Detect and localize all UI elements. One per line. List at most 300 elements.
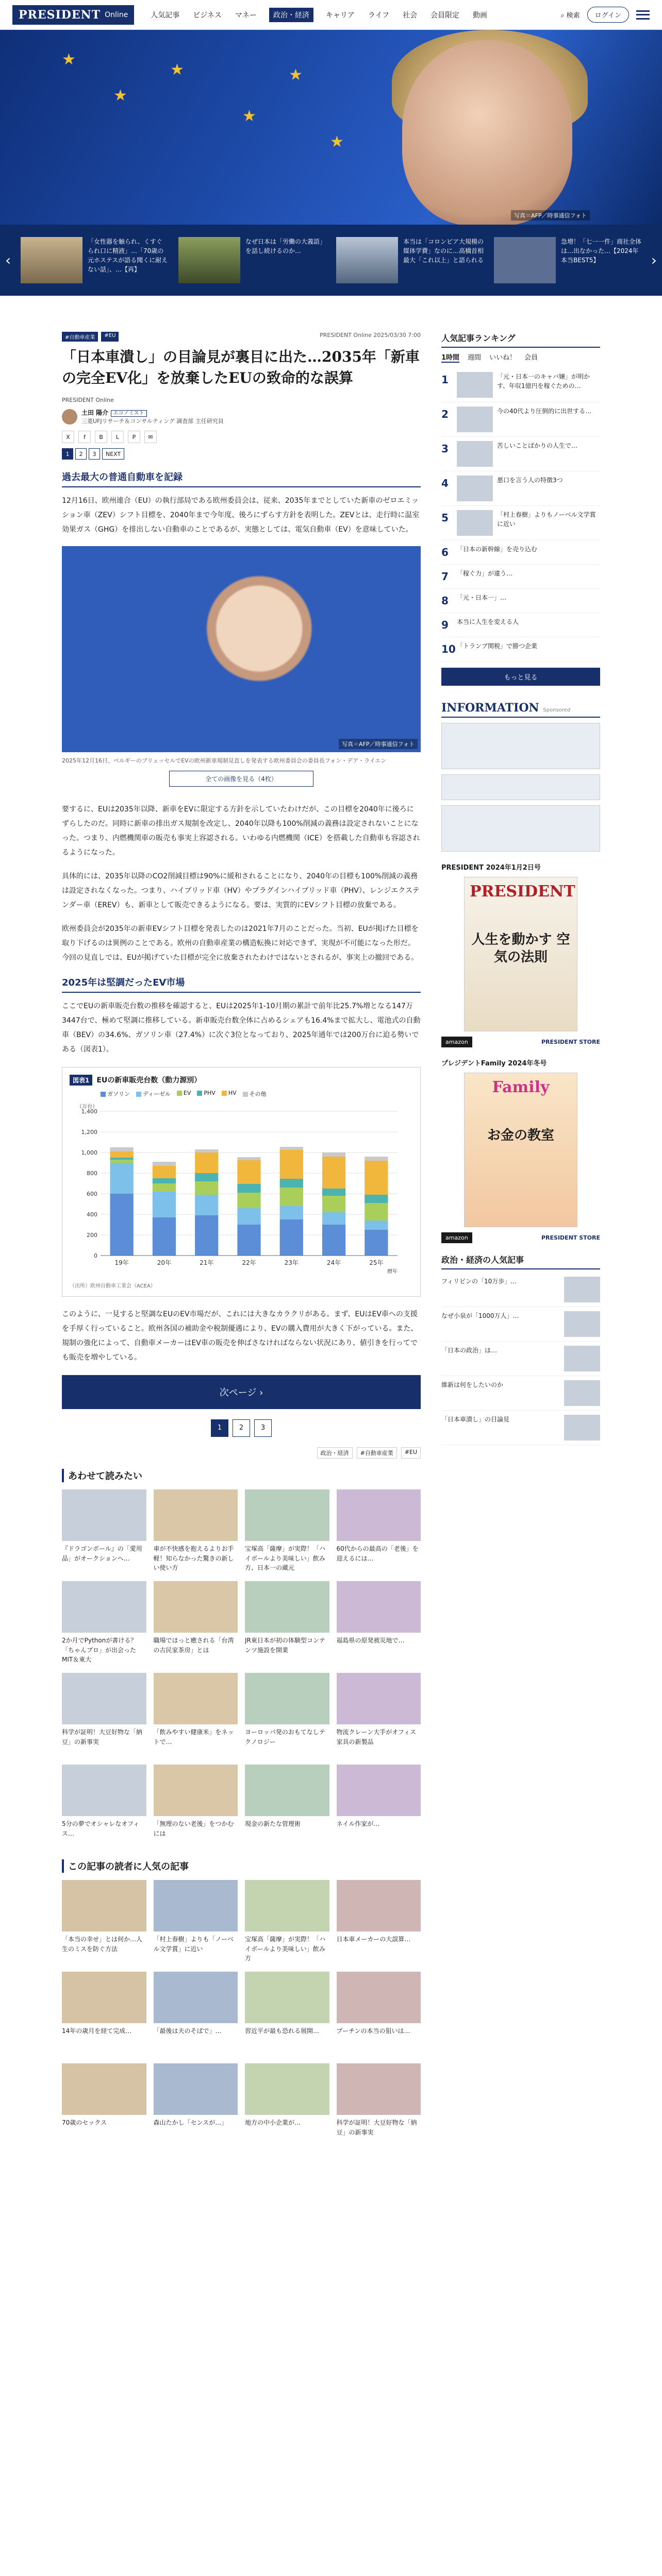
paragraph: 12月16日、欧州連合（EU）の執行部局である欧州委員会は、従来、2035年までとしていた新車のゼロエミッション車（ZEV）シフト目標を、2040年まで今年度、後ろにずらす方針を表明した。ZEVとは、走行時に温室効果ガス（GHG）を排出しない自動車のことであるが、実態としては、電気自動車（EV）を意味していた。 [62, 497, 420, 534]
bar-segment [280, 1219, 303, 1256]
slide-text: なぜ日本は「労働の大義語」を話し続けるのか… [245, 238, 326, 255]
legend-item [197, 1090, 215, 1098]
recommend-card[interactable] [154, 1581, 238, 1666]
legend-item [222, 1090, 237, 1098]
login-button[interactable]: ログイン [587, 7, 629, 23]
politics-thumb [564, 1380, 600, 1406]
card-thumb [337, 1581, 421, 1633]
ranking-item[interactable] [441, 637, 600, 662]
article-date: PRESIDENT Online 2025/03/30 7:00 [320, 332, 421, 338]
legend-label: PHV [204, 1089, 216, 1096]
paragraph: 要するに、EUは2035年以降、新車をEVに限定する方針を示していたわけだが、この目標を2040年に後ろにずらしたのだ。同時に新車の排出ガス規制を改定し、2040年以降も100%削減の義務は設定されないことになった。つまり、内燃機関車の販売も事実上容認される。いわゆる内燃機関（ICE）を搭載した自動車も容認されるようになった。 [62, 805, 420, 857]
legend-item [177, 1090, 191, 1098]
card-thumb [154, 1489, 238, 1541]
carousel-slide[interactable] [494, 237, 641, 283]
legend-swatch [101, 1092, 106, 1097]
bar-segment [322, 1153, 345, 1157]
pagination-top [62, 448, 421, 460]
star-icon: ★ [330, 133, 344, 151]
ranking-tabs [441, 352, 600, 363]
tag-link[interactable]: #自動車産業 [357, 1447, 397, 1459]
publisher: PRESIDENT Online [62, 397, 114, 404]
rank-number: 2 [441, 408, 449, 420]
bar-segment [110, 1160, 134, 1163]
y-tick-label: 200 [87, 1231, 97, 1239]
card-title: 「村上春樹」よりも「ノーベル文学賞」に近い [153, 1935, 234, 1953]
logo-sub: Online [105, 10, 128, 19]
card-title: 2か月でPythonが書ける？「ちゃんプロ」が出会ったMIT＆東大 [62, 1636, 137, 1664]
tag-badge[interactable]: #自動車産業 [62, 332, 98, 342]
rank-thumb [457, 510, 493, 536]
recommend-heading: あわせて読みたい [62, 1469, 421, 1482]
legend-swatch [243, 1092, 248, 1097]
tab-weekly[interactable]: 週間 [468, 354, 482, 362]
article-title: 「日本車潰し」の目論見が裏目に出た…2035年「新車の完全EV化」を放棄したEUの致命的な誤算 [62, 348, 420, 386]
slide-text: 本当は「コロンビア大規模の媒体学費」なのに…高橋首相最大「これ以上」と語られる [403, 238, 484, 264]
page-link[interactable]: 1 [211, 1419, 228, 1437]
bar-segment [195, 1195, 218, 1215]
site-header [0, 0, 662, 30]
x-tick-label: 25年 [369, 1259, 384, 1266]
card-thumb [62, 1489, 146, 1541]
rank-number: 9 [441, 619, 449, 631]
carousel-slide[interactable] [178, 237, 326, 283]
politics-item[interactable] [441, 1307, 600, 1342]
search-button[interactable]: ⌕ 検索 [560, 12, 580, 20]
bar-segment [237, 1208, 260, 1225]
rank-thumb [457, 476, 493, 501]
rank-title: 「元・日本一」… [457, 594, 507, 601]
popular-card[interactable] [62, 2063, 146, 2148]
card-title: 「飲みやすい健康米」をネットで… [153, 1728, 234, 1745]
slide-thumb [178, 237, 240, 283]
x-tick-label: 20年 [157, 1259, 172, 1266]
bar-segment [153, 1192, 176, 1217]
popular-grid [62, 1880, 421, 2148]
legend-label: ガソリン [107, 1090, 130, 1097]
ranking-item[interactable] [441, 589, 600, 613]
bar-segment [365, 1230, 388, 1256]
bar-segment [195, 1149, 218, 1153]
footer-tags [62, 1447, 421, 1459]
slide-thumb [494, 237, 556, 283]
card-thumb [62, 1765, 146, 1816]
nav-item[interactable]: マネー [235, 11, 257, 20]
magazine-date: PRESIDENT 2024年1月2日号 [441, 864, 541, 872]
card-title: 「本当の幸せ」とは何か…人生のミスを防ぐ方法 [62, 1935, 143, 1953]
politics-title: フィリピンの「10万歩」… [441, 1278, 517, 1285]
bar-segment [280, 1179, 303, 1188]
rank-title: 本当に人生を変える人 [457, 618, 519, 625]
line-share-icon[interactable]: L [111, 431, 124, 443]
nav-item-active[interactable]: 政治・経済 [269, 8, 313, 22]
nav-item[interactable]: キャリア [325, 11, 355, 20]
nav-item[interactable]: 人気記事 [151, 11, 180, 20]
card-thumb [245, 1880, 329, 1931]
card-title: JR東日本が初の体験型コンテンツ施設を開業 [245, 1636, 325, 1654]
info-title: INFORMATION [441, 701, 539, 715]
politics-ranking-list [441, 1273, 600, 1445]
bar-segment [280, 1188, 303, 1206]
magazine-catch: お金の教室 [487, 1128, 554, 1143]
card-thumb [154, 1972, 238, 2023]
popular-heading: この記事の読者に人気の記事 [62, 1859, 421, 1873]
card-thumb [154, 1581, 238, 1633]
bar-segment [280, 1206, 303, 1219]
legend-label: その他 [249, 1090, 267, 1097]
card-thumb [245, 2063, 329, 2115]
recommend-grid [62, 1489, 421, 1849]
ranking-item[interactable] [441, 565, 600, 589]
star-icon: ★ [113, 87, 127, 105]
tab-members[interactable]: 会員 [524, 354, 538, 362]
next-page-button[interactable]: 次ページ › [62, 1375, 421, 1409]
y-tick-label: 600 [87, 1190, 97, 1197]
bar-segment [322, 1189, 345, 1196]
card-title: 職場でほっと癒される「台湾の古民家茶房」とは [153, 1636, 234, 1654]
next-page-label: 次ページ [219, 1387, 257, 1398]
recommend-card[interactable] [245, 1489, 329, 1574]
ranking-item[interactable] [441, 368, 600, 402]
y-tick-label: 1,000 [81, 1149, 97, 1156]
nav-item[interactable]: 会員限定 [431, 11, 460, 20]
chevron-right-icon[interactable]: › [651, 251, 657, 269]
popular-card[interactable] [245, 1972, 329, 2056]
popular-card[interactable] [245, 1880, 329, 1964]
politics-thumb [564, 1346, 600, 1371]
card-title: 車が不快感を抱えるよりお手軽！知らなかった驚きの新しい使い方 [153, 1545, 234, 1572]
site-logo[interactable] [12, 5, 134, 25]
pagination [62, 1419, 421, 1437]
ad-banner[interactable] [441, 805, 600, 852]
politics-title: 維新は何をしたいのか [441, 1381, 504, 1388]
ranking-list [441, 368, 600, 662]
x-note: 暦年 [387, 1268, 398, 1275]
page-link[interactable]: 2 [233, 1419, 250, 1437]
bar-segment [237, 1160, 260, 1184]
paragraph: 具体的には、2035年以降のCO2削減目標は90%に緩和されることになり、2040年の目標も100%削減の義務は設定されなくなった。つまり、ハイブリッド車（HV）やプラグインハイブリッド車（PHV）、レンジエクステンダー車（EREV）も、新車として販売できるようになる。要は、実質的にEVシフト目標の放棄である。 [62, 872, 420, 909]
x-tick-label: 19年 [114, 1259, 129, 1266]
politics-item[interactable] [441, 1273, 600, 1307]
magazine-cover[interactable] [464, 877, 577, 1031]
popular-card[interactable] [154, 1972, 238, 2056]
bar-segment [365, 1203, 388, 1221]
rank-title: 今の40代より圧倒的に出世する… [497, 408, 592, 415]
tag-link[interactable]: #EU [401, 1447, 421, 1459]
store-link[interactable]: PRESIDENT STORE [541, 1234, 600, 1241]
tag-link[interactable]: 政治・経済 [317, 1447, 353, 1459]
ranking-item[interactable] [441, 471, 600, 506]
bar-segment [110, 1158, 134, 1160]
card-title: 科学が証明！大豆好物な「納豆」の新事実 [336, 2119, 417, 2136]
bar-segment [237, 1157, 260, 1160]
politics-ranking-heading: 政治・経済の人気記事 [441, 1253, 600, 1269]
bar-segment [110, 1163, 134, 1194]
paragraph: 欧州委員会が2035年の新車EVシフト目標を発表したのは2021年7月のことだった。当初、EUが掲げた目標を取り下げるのは異例のことである。欧州の自動車産業の構造転換に対応できず、実現が不可能になった形だ。今回の見直しでは、EUが掲げていた目標が完全に放棄されたわけではないとされるが、事実上の撤回である。 [62, 924, 419, 962]
card-thumb [154, 1673, 238, 1724]
bar-segment [237, 1184, 260, 1193]
card-title: 福島県の原発被災地で… [336, 1636, 405, 1644]
card-title: 習近平が最も恐れる展開… [245, 2027, 320, 2035]
x-tick-label: 21年 [200, 1259, 214, 1266]
page-link[interactable]: 2 [75, 448, 87, 460]
legend-swatch [177, 1091, 182, 1096]
rank-number: 8 [441, 595, 449, 607]
page-link[interactable]: 3 [254, 1419, 272, 1437]
magazine-cover[interactable] [464, 1073, 577, 1227]
article-photo[interactable] [62, 546, 421, 752]
card-title: 物流クレーン大手がオフィス家具の新製品 [336, 1728, 416, 1745]
hatena-share-icon[interactable]: B [95, 431, 107, 443]
bar-segment [153, 1162, 176, 1166]
card-title: 森山たかし「センスが…」 [153, 2119, 228, 2126]
bar-segment [153, 1178, 176, 1183]
rank-title: 「日本の新幹線」を売り込む [457, 546, 538, 553]
chevron-left-icon[interactable]: ‹ [5, 251, 11, 269]
next-page-link[interactable]: NEXT [102, 448, 124, 460]
magazine-date: プレジデントFamily 2024年冬号 [441, 1060, 547, 1067]
bar-segment [195, 1173, 218, 1181]
bar-segment [195, 1181, 218, 1195]
card-thumb [245, 1581, 329, 1633]
x-tick-label: 23年 [284, 1259, 299, 1266]
avatar [62, 409, 77, 425]
politics-item[interactable] [441, 1411, 600, 1445]
nav-item[interactable]: ビジネス [193, 11, 222, 20]
legend-item [136, 1090, 171, 1098]
card-title: 「最後は夫のそばで」… [153, 2027, 222, 2035]
star-icon: ★ [242, 107, 256, 125]
amazon-link[interactable]: amazon [441, 1232, 472, 1243]
chart-legend [101, 1090, 413, 1098]
recommend-card[interactable] [62, 1673, 146, 1757]
card-thumb [337, 1673, 421, 1724]
nav-item[interactable]: 動画 [473, 11, 488, 20]
recommend-card[interactable] [62, 1489, 146, 1574]
recommend-card[interactable] [337, 1489, 421, 1574]
card-thumb [62, 1673, 146, 1724]
logo-main: PRESIDENT [19, 8, 101, 22]
rank-number: 4 [441, 477, 449, 489]
y-tick-label: 400 [87, 1211, 97, 1218]
card-thumb [245, 1673, 329, 1724]
politics-item[interactable] [441, 1342, 600, 1376]
legend-item [243, 1090, 267, 1098]
ad-banner[interactable] [441, 774, 600, 800]
rank-number: 5 [441, 512, 449, 524]
photo-credit: 写真＝AFP／時事通信フォト [339, 739, 418, 749]
magazine-catch: 人生を動かす 空気の法則 [471, 932, 570, 965]
recommend-card[interactable] [245, 1581, 329, 1666]
y-unit-label: （万台） [77, 1104, 97, 1110]
bar-segment [153, 1183, 176, 1192]
bar-segment [365, 1221, 388, 1230]
show-all-images-button[interactable]: 全ての画像を見る（4枚） [169, 771, 313, 787]
ranking-item[interactable] [441, 506, 600, 540]
politics-thumb [564, 1277, 600, 1302]
tab-1hour[interactable]: 1時間 [441, 352, 459, 363]
store-links [441, 1232, 600, 1243]
card-title: 60代からの最高の「老後」を迎えるには… [336, 1545, 419, 1562]
legend-swatch [197, 1091, 202, 1096]
card-thumb [337, 1765, 421, 1816]
more-button[interactable]: もっと見る [441, 668, 600, 686]
paragraph: このように、一見すると堅調なEUのEV市場だが、これには大きなカラクリがある。まず、EUはEV車への支援を手厚く行っていること。欧州各国の補助金や税制優遇により、EVの購入費用が大きく下がっている。また、規制の強化によって、自動車メーカーはEV車の販売を伸ばさなければならない状況にあり、値引きを行ってでも販売を増やしている。 [62, 1310, 418, 1362]
card-thumb [62, 1880, 146, 1931]
ranking-item[interactable] [441, 437, 600, 471]
sidebar [441, 332, 600, 2158]
author-name: 土田 陽介 [81, 409, 109, 416]
amazon-link[interactable]: amazon [441, 1037, 472, 1047]
author[interactable] [62, 408, 421, 426]
rank-title: 「トランプ関税」で勝つ企業 [457, 642, 538, 650]
card-title: 5分の夢でオシャレなオフィス… [62, 1820, 140, 1837]
bar-segment [153, 1166, 176, 1178]
card-thumb [245, 1489, 329, 1541]
recommend-card[interactable] [62, 1765, 146, 1849]
photo-caption: 2025年12月16日、ベルギーのブリュッセルでEVの欧州新車規制見直しを発表する欧州委員会の委員長フォン・デア・ライエン [62, 757, 387, 765]
slide-thumb [336, 237, 398, 283]
bar-segment [195, 1215, 218, 1256]
page-link[interactable]: 1 [62, 448, 73, 460]
popular-card[interactable] [337, 1972, 421, 2056]
bar-segment [280, 1147, 303, 1150]
recommend-card[interactable] [154, 1673, 238, 1757]
bar-segment [110, 1151, 134, 1158]
card-thumb [337, 1880, 421, 1931]
politics-title: 「日本車潰し」の目論見 [441, 1416, 510, 1423]
bar-segment [280, 1150, 303, 1179]
bar-segment [322, 1157, 345, 1189]
info-heading [441, 701, 600, 718]
page-link[interactable]: 3 [89, 448, 100, 460]
sponsored-label: Sponsored [543, 707, 571, 713]
popular-card[interactable] [62, 1972, 146, 2056]
y-tick-label: 0 [94, 1252, 97, 1259]
section-heading: 過去最大の普通自動車を記録 [62, 470, 421, 487]
carousel-slide[interactable] [336, 237, 484, 283]
card-thumb [154, 1765, 238, 1816]
recommend-card[interactable] [62, 1581, 146, 1666]
y-tick-label: 1,200 [81, 1128, 97, 1136]
menu-icon[interactable] [636, 10, 650, 20]
popular-card[interactable] [337, 2063, 421, 2148]
card-thumb [337, 1489, 421, 1541]
politics-thumb [564, 1311, 600, 1337]
popular-card[interactable] [245, 2063, 329, 2148]
card-thumb [62, 2063, 146, 2115]
card-title: 宝塚高「薩摩」が実際！「ハイボールより美味しい」飲み方、日本一の蔵元 [245, 1545, 326, 1572]
bar-segment [322, 1225, 345, 1256]
recommend-card[interactable] [245, 1673, 329, 1757]
hero-image[interactable] [0, 30, 662, 225]
carousel-slide[interactable] [21, 237, 168, 283]
popular-card[interactable] [337, 1880, 421, 1964]
rank-number: 7 [441, 570, 449, 583]
author-org: 三菱UFJリサーチ＆コンサルティング 調査部 主任研究員 [81, 417, 224, 425]
card-thumb [62, 1581, 146, 1633]
rank-number: 3 [441, 443, 449, 455]
politics-title: 「日本の政治」は… [441, 1347, 498, 1354]
nav-item[interactable]: ライフ [368, 11, 390, 20]
hero-figure-face [402, 40, 572, 225]
hero-credit: 写真＝AFP／時事通信フォト [511, 210, 590, 221]
slide-text: 急増！「七一一件」商社全体は…出なかった…【2024年本当BEST5】 [561, 238, 642, 264]
magazine-title: Family [492, 1078, 550, 1096]
print-icon[interactable]: P [128, 431, 140, 443]
card-title: 「無理のない老後」をつかむには [153, 1820, 234, 1837]
recommend-card[interactable] [337, 1765, 421, 1849]
politics-item[interactable] [441, 1376, 600, 1411]
chart-title: EUの新車販売台数（動力源別） [96, 1076, 202, 1085]
politics-title: なぜ小泉が「1000万人」… [441, 1312, 519, 1319]
ranking-item[interactable] [441, 402, 600, 437]
bar-segment [110, 1147, 134, 1151]
card-title: 日本車メーカーの大誤算… [336, 1935, 411, 1943]
chart-label: 図表1 [70, 1075, 92, 1086]
rank-title: 「稼ぐ力」が違う… [457, 570, 513, 577]
recommend-card[interactable] [337, 1581, 421, 1666]
popular-card[interactable] [154, 2063, 238, 2148]
tab-likes[interactable]: いいね！ [489, 354, 517, 362]
card-title: 地方の中小企業が… [245, 2119, 301, 2126]
main-nav [150, 8, 488, 22]
legend-swatch [222, 1091, 227, 1096]
popular-card[interactable] [154, 1880, 238, 1964]
rank-number: 1 [441, 374, 449, 386]
x-tick-label: 22年 [242, 1259, 256, 1266]
card-title: 『ドラゴンボール』の「愛用品」がオークションへ… [62, 1545, 142, 1562]
nav-item[interactable]: 社会 [403, 11, 418, 20]
magazine-title: PRESIDENT [470, 883, 575, 901]
article [62, 332, 421, 2158]
x-share-icon[interactable]: X [62, 431, 74, 443]
bar-segment [237, 1193, 260, 1208]
recommend-card[interactable] [337, 1673, 421, 1757]
rank-thumb [457, 441, 493, 467]
card-title: 科学が証明！大豆好物な「納豆」の新事実 [62, 1728, 143, 1745]
legend-label: EV [183, 1089, 191, 1096]
star-icon: ★ [170, 61, 184, 79]
slide-text: 「女性器を触られ、くすぐられ口に精液」…「70歳の元ホステスが語る聞くに耐えない話」、…【再】 [88, 238, 168, 273]
bar-segment [365, 1161, 388, 1195]
tag-badge[interactable]: #EU [101, 332, 119, 342]
card-thumb [154, 1880, 238, 1931]
ranking-item[interactable] [441, 613, 600, 637]
recommend-card[interactable] [154, 1765, 238, 1849]
store-link[interactable]: PRESIDENT STORE [541, 1039, 600, 1045]
search-label: 検索 [566, 12, 580, 20]
bar-segment [322, 1196, 345, 1212]
recommend-card[interactable] [245, 1765, 329, 1849]
share-bar [62, 431, 421, 443]
chart [62, 1067, 421, 1297]
ranking-item[interactable] [441, 540, 600, 565]
slide-thumb [21, 237, 82, 283]
facebook-share-icon[interactable]: f [78, 431, 91, 443]
card-title: プーチンの本当の狙いは… [336, 2027, 410, 2035]
rank-number: 6 [441, 546, 449, 558]
legend-label: ディーゼル [143, 1090, 171, 1097]
recommend-card[interactable] [154, 1489, 238, 1574]
ad-banner[interactable] [441, 723, 600, 769]
card-title: 14年の歳月を経て完成… [62, 2027, 132, 2035]
bar-segment [153, 1217, 176, 1256]
mail-icon[interactable]: ✉ [144, 431, 157, 443]
y-tick-label: 1,400 [81, 1108, 97, 1115]
popular-card[interactable] [62, 1880, 146, 1964]
y-tick-label: 800 [87, 1170, 97, 1177]
